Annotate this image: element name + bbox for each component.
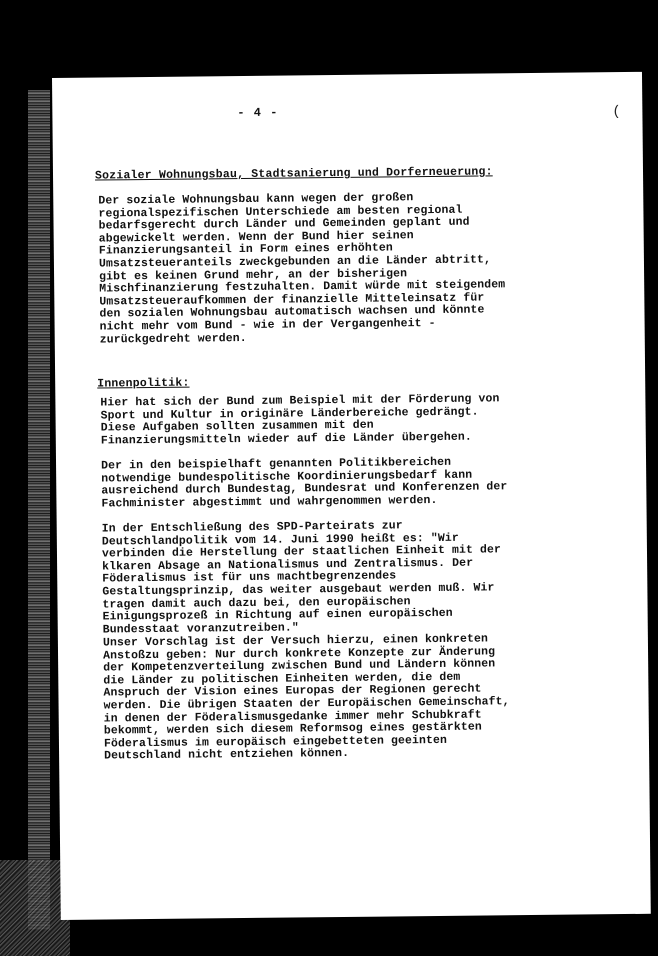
paragraph-domestic-3: In der Entschließung des SPD-Parteirats zur Deutschlandpolitik vom 14. Juni 1990 heißt es: "Wir verbinden die Herstellung der staatlichen Einheit mit der klkaren Absage an Nationalismus und Zentralismus. Der Föderalismus ist für uns machtbegrenzendes Gestaltungsprinzip, das weiter ausgebaut werden muß. Wir tragen damit auch dazu bei, den europäischen Einigungsprozeß in Richtung auf einen europäischen Bundesstaat voranzutreiben." <box>101 519 502 637</box>
paragraph-domestic-2: Der in den beispielhaft genannten Politikbereichen notwendige bundespolitische Koordinierungsbedarf kann ausreichend durch Bundestag, Bundesrat und Konferenzen der Fachminister abgestimmt und wahrgenommen werden. <box>100 455 508 511</box>
document-page <box>52 72 651 920</box>
page-number: - 4 - <box>237 105 279 121</box>
paragraph-domestic-1: Hier hat sich der Bund zum Beispiel mit der Förderung von Sport und Kultur in originäre Länderbereiche gedrängt. Diese Aufgaben sollten zusammen mit den Finanzierungsmitteln wieder auf die Länder übergehen. <box>100 392 500 448</box>
scan-noise-strip <box>28 90 50 930</box>
paragraph-domestic-4: Unser Vorschlag ist der Versuch hierzu, einen konkreten Anstoßzu geben: Nur durch konkrete Konzepte zur Änderung der Kompetenzverteilung zwischen Bund und Ländern können die Länder zu politischen Einheiten werden, die dem Anspruch der Vision eines Europas der Regionen gerecht werden. Die übrigen Staaten der Europäischen Gemeinschaft, in denen der Föderalismusgedanke immer mehr Schubkraft bekommt, werden sich diesem Reformsog eines gestärkten Föderalismus im europäisch eingebetteten geeinten Deutschland nicht entziehen können. <box>102 632 510 763</box>
corner-mark: ( <box>612 104 621 121</box>
section-heading-domestic: Innenpolitik: <box>97 376 190 391</box>
section-heading-housing: Sozialer Wohnungsbau, Stadtsanierung und Dorferneuerung: <box>94 165 493 183</box>
paragraph-housing: Der soziale Wohnungsbau kann wegen der großen regionalspezifischen Unterschiede am besten regional bedarfsgerecht durch Länder und Gemeinden geplant und abgewickelt werden. Wenn der Bund hier seinen Finanzierungsanteil in Form eines erhöhten Umsatzsteueranteils zweckgebunden an die Länder abtritt, gibt es keinen Grund mehr, an der bisherigen Mischfinanzierung festzuhalten. Damit würde mit steigendem Umsatzsteueraufkommen der finanzielle Mitteleinsatz für den sozialen Wohnungsbau automatisch wachsen und könnte nicht mehr vom Bund - wie in der Vergangenheit - zurückgedreht werden. <box>98 191 506 347</box>
